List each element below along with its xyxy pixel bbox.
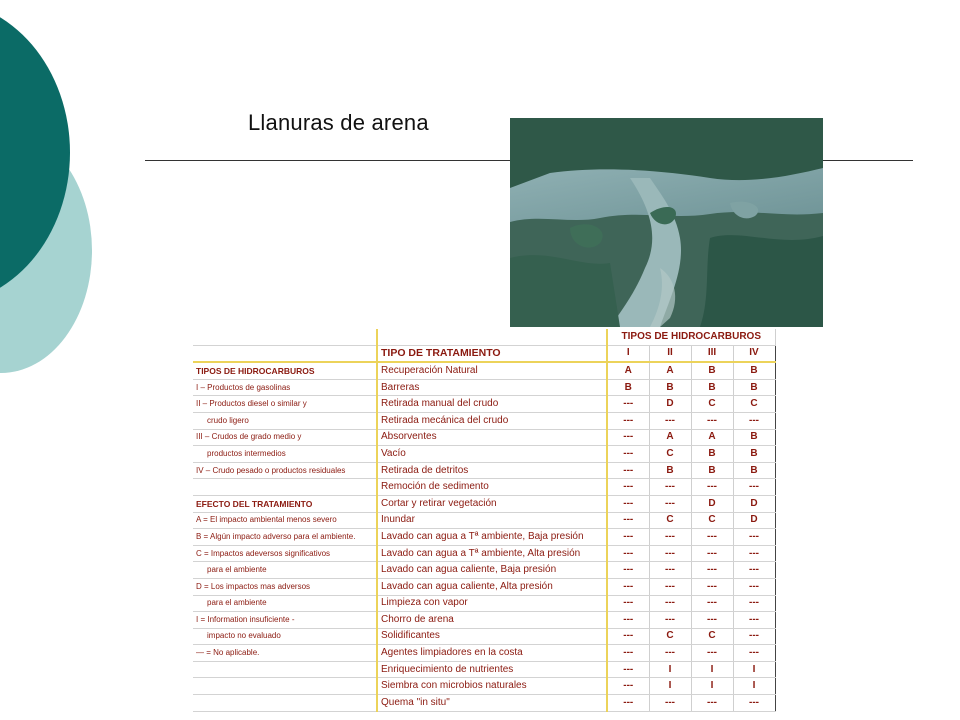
rating-cell: C [733,396,775,413]
table-row [193,529,775,546]
rating-cell: B [691,362,733,379]
treatment-cell: Siembra con microbios naturales [377,678,607,695]
rating-cell: B [733,429,775,446]
treatment-cell: Remoción de sedimento [377,479,607,496]
rating-cell: --- [607,412,649,429]
rating-cell: A [607,362,649,379]
rating-cell: --- [607,612,649,629]
rating-cell: B [691,462,733,479]
rating-cell: B [691,379,733,396]
rating-cell: --- [733,529,775,546]
treatment-cell: Absorventes [377,429,607,446]
rating-cell: I [691,661,733,678]
rating-cell: --- [607,396,649,413]
rating-cell: I [649,678,691,695]
rating-cell: B [691,446,733,463]
rating-cell: --- [649,645,691,662]
type-header-ii: II [649,345,691,362]
rating-cell: I [733,678,775,695]
rating-cell: --- [607,446,649,463]
rating-cell: --- [607,661,649,678]
rating-cell: --- [649,612,691,629]
rating-cell: --- [607,462,649,479]
legend-cell: — = No aplicable. [193,645,377,662]
rating-cell: --- [691,695,733,712]
treatment-cell: Lavado can agua caliente, Alta presión [377,578,607,595]
treatment-cell: Quema "in situ" [377,695,607,712]
rating-cell: --- [733,612,775,629]
rating-cell: --- [691,479,733,496]
table-row [193,695,775,712]
legend-cell: III – Crudos de grado medio y [193,429,377,446]
rating-cell: A [691,429,733,446]
treatment-cell: Retirada manual del crudo [377,396,607,413]
treatment-cell: Barreras [377,379,607,396]
rating-cell: C [691,512,733,529]
rating-cell: B [607,379,649,396]
rating-cell: D [733,512,775,529]
legend-cell [193,661,377,678]
legend-cell [193,678,377,695]
treatment-cell: Retirada de detritos [377,462,607,479]
table-row [193,429,775,446]
table-row [193,396,775,413]
rating-cell: I [649,661,691,678]
rating-cell: --- [733,628,775,645]
rating-cell: --- [691,562,733,579]
legend-cell: I = Information insuficiente - [193,612,377,629]
rating-cell: --- [607,495,649,512]
slide-title: Llanuras de arena [248,110,429,135]
rating-cell: --- [733,562,775,579]
table-row [193,379,775,396]
treatment-cell: Solidificantes [377,628,607,645]
table-row [193,628,775,645]
legend-cell: C = Impactos adeversos significativos [193,545,377,562]
rating-cell: C [649,628,691,645]
table-row [193,362,775,379]
rating-cell: B [733,362,775,379]
treatment-cell: Limpieza con vapor [377,595,607,612]
rating-cell: --- [691,529,733,546]
rating-cell: --- [607,628,649,645]
treatment-cell: Cortar y retirar vegetación [377,495,607,512]
rating-cell: B [733,379,775,396]
rating-cell: D [649,396,691,413]
legend-cell: IV – Crudo pesado o productos residuales [193,462,377,479]
treatment-cell: Chorro de arena [377,612,607,629]
rating-cell: I [691,678,733,695]
rating-cell: --- [733,545,775,562]
table-body [193,329,775,711]
type-header-i: I [607,345,649,362]
rating-cell: I [733,661,775,678]
rating-cell: --- [607,479,649,496]
rating-cell: --- [733,595,775,612]
rating-cell: --- [607,678,649,695]
rating-cell: --- [607,595,649,612]
legend-cell: D = Los impactos mas adversos [193,578,377,595]
table-left-header-empty [193,345,377,362]
rating-cell: --- [649,529,691,546]
legend-cell: A = El impacto ambiental menos severo [193,512,377,529]
treatment-cell: Retirada mecánica del crudo [377,412,607,429]
legend-cell: B = Algún impacto adverso para el ambiente. [193,529,377,546]
treatment-cell: Lavado can agua caliente, Baja presión [377,562,607,579]
rating-cell: B [733,462,775,479]
rating-cell: B [649,462,691,479]
rating-cell: --- [691,412,733,429]
treatment-cell: Vacío [377,446,607,463]
rating-cell: --- [649,545,691,562]
rating-cell: --- [607,695,649,712]
rating-cell: --- [691,595,733,612]
rating-cell: --- [607,429,649,446]
legend-cell [193,479,377,496]
legend-cell: para el ambiente [193,562,377,579]
treatment-cell: Lavado can agua a Tª ambiente, Baja presión [377,529,607,546]
rating-cell: --- [607,529,649,546]
table-row [193,578,775,595]
rating-cell: A [649,429,691,446]
treatment-impact-table [193,329,776,712]
treatment-cell: Recuperación Natural [377,362,607,379]
table-row [193,479,775,496]
rating-cell: --- [691,612,733,629]
rating-cell: --- [733,412,775,429]
rating-cell: --- [691,645,733,662]
treatment-type-header: TIPO DE TRATAMIENTO [377,345,607,362]
rating-cell: C [649,512,691,529]
table-row [193,446,775,463]
treatment-cell: Agentes limpiadores en la costa [377,645,607,662]
table-row [193,545,775,562]
title-divider-left [145,160,510,161]
legend-cell: crudo ligero [193,412,377,429]
table-row [193,562,775,579]
legend-cell: productos intermedios [193,446,377,463]
type-header-iii: III [691,345,733,362]
treatment-cell: Enriquecimiento de nutrientes [377,661,607,678]
rating-cell: --- [607,545,649,562]
table-header-row [193,345,775,362]
table-row [193,661,775,678]
rating-cell: --- [733,479,775,496]
legend-cell: II – Productos diesel o similar y [193,396,377,413]
table-row [193,612,775,629]
rating-cell: --- [649,562,691,579]
rating-cell: --- [607,562,649,579]
rating-cell: --- [649,479,691,496]
rating-cell: --- [607,578,649,595]
rating-cell: C [691,396,733,413]
table-row [193,495,775,512]
rating-cell: --- [649,595,691,612]
rating-cell: --- [649,495,691,512]
legend-cell: para el ambiente [193,595,377,612]
legend-cell: EFECTO DEL TRATAMIENTO [193,495,377,512]
rating-cell: D [691,495,733,512]
table-header-empty [377,329,607,345]
legend-cell [193,695,377,712]
rating-cell: --- [733,695,775,712]
rating-cell: --- [607,512,649,529]
legend-cell: TIPOS DE HIDROCARBUROS [193,362,377,379]
rating-cell: D [733,495,775,512]
table-row [193,645,775,662]
rating-cell: --- [649,578,691,595]
rating-cell: --- [649,695,691,712]
legend-cell: I – Productos de gasolinas [193,379,377,396]
rating-cell: --- [649,412,691,429]
title-divider-right [822,160,913,161]
rating-cell: B [649,379,691,396]
rating-cell: B [733,446,775,463]
table-row [193,462,775,479]
table-row [193,678,775,695]
type-header-iv: IV [733,345,775,362]
legend-cell: impacto no evaluado [193,628,377,645]
rating-cell: --- [691,578,733,595]
table-header-row-group [193,329,775,345]
rating-cell: C [649,446,691,463]
treatment-cell: Lavado can agua a Tª ambiente, Alta presión [377,545,607,562]
table-corner-cell [193,329,377,345]
table-row [193,595,775,612]
rating-cell: C [691,628,733,645]
rating-cell: --- [733,645,775,662]
table-row [193,412,775,429]
rating-cell: --- [691,545,733,562]
rating-cell: A [649,362,691,379]
rating-cell: --- [607,645,649,662]
rating-cell: --- [733,578,775,595]
treatment-cell: Inundar [377,512,607,529]
table-row [193,512,775,529]
hydrocarbon-types-header: TIPOS DE HIDROCARBUROS [607,329,775,345]
aerial-photo-sand-flats [510,118,823,327]
